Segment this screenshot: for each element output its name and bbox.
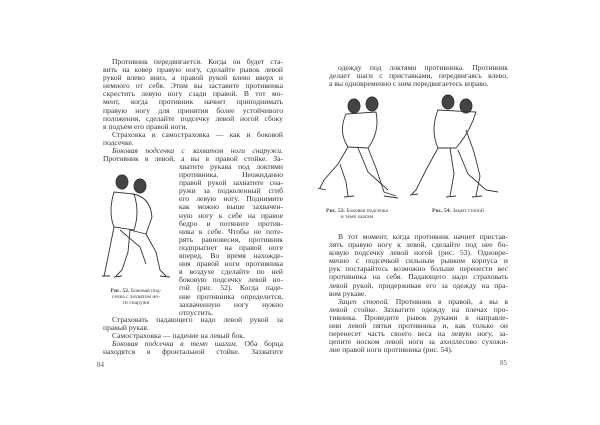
line-text: его левую ногу. Поднимите	[179, 195, 283, 204]
line-text: противника на себя. Падающего надо страховать	[329, 273, 508, 282]
line-text: левой стойке. Захватите одежду на плечах про-	[329, 305, 508, 314]
line-text: нии левой пятки противника и, как только он	[329, 322, 508, 331]
text-line	[103, 107, 283, 115]
text-line	[179, 220, 283, 228]
line-text: отпустить.	[179, 308, 214, 317]
line-text: вить на ковер правую ногу, сделайте рывок левой	[103, 66, 283, 75]
figure-52-label: Рис. 52.	[110, 288, 130, 294]
text-line	[329, 241, 508, 249]
text-line	[329, 338, 508, 346]
line-text: как можно выше захвачен-	[179, 203, 283, 212]
line-text: делает шаги с приставками, передвигаясь влево,	[329, 72, 508, 81]
line-text: Страховать падающего надо левой рукой за	[112, 316, 283, 324]
line-text: ние противника определится,	[179, 292, 283, 301]
line-text: противника. Неожиданно	[179, 171, 283, 180]
figure-53-caption-line: в темп шагам	[340, 214, 373, 221]
figure-52-caption-line: Боковая под-	[130, 288, 162, 294]
text-line	[103, 131, 283, 139]
text-line	[179, 195, 283, 203]
text-line	[103, 74, 283, 82]
line-text: лять правую ногу к левой, сделайте под нее бо-	[329, 241, 508, 250]
text-line	[179, 244, 283, 252]
left-top-text	[103, 58, 283, 163]
line-text: правой рукой захватите сна-	[179, 179, 283, 188]
text-line	[329, 298, 508, 306]
figure-53-illustration	[318, 92, 408, 204]
line-text: боковую подсечку левой но-	[179, 276, 283, 285]
line-text: левой рукой, придерживая его за одежду на пра-	[329, 281, 508, 290]
line-text: бедро и потяните против-	[179, 219, 283, 228]
line-text: в подъем его правой ноги.	[103, 122, 188, 131]
left-wrap-text	[179, 163, 283, 317]
figure-52-caption-line: сечка с захватом но-	[111, 294, 161, 301]
text-line	[179, 260, 283, 268]
text-line	[329, 265, 508, 273]
line-text: ника к себе. Чтобы не поте-	[179, 227, 283, 236]
text-line	[179, 179, 283, 187]
line-text: В тот момент, когда противник начнет пристав-	[338, 233, 508, 241]
figure-52-illustration	[100, 172, 172, 284]
line-text: менно с подсечкой сильным рывком корпуса и	[329, 257, 508, 266]
text-line	[179, 252, 283, 260]
figure-54-label: Рис. 54.	[432, 208, 451, 214]
line-text: вом рукаве.	[329, 289, 367, 298]
left-bottom-text	[103, 316, 283, 356]
italic-heading: Зацеп стопой.	[338, 297, 390, 306]
line-text: немного от себя. Этим вы заставите противника	[103, 82, 283, 91]
line-text: находятся в фронтальной стойке. Захватите	[103, 348, 283, 357]
text-line	[103, 123, 283, 131]
figure-53-caption	[312, 208, 402, 220]
text-line	[103, 316, 283, 324]
figure-53-label: Рис. 53.	[326, 208, 345, 214]
line-text: ную ногу к себе на правое	[179, 211, 283, 220]
line-text: Страховка и самостраховка — как и боковой	[112, 130, 283, 139]
text-line	[329, 306, 508, 314]
line-text: ния правой ноги противника	[179, 260, 283, 269]
text-line	[103, 66, 283, 74]
text-line	[329, 346, 508, 354]
line-text: правую ногу для принятия более устойчивого	[103, 106, 283, 115]
text-line	[103, 115, 283, 123]
line-text: ковую подсечку левой ногой (рис. 53). Одновре-	[329, 249, 508, 258]
text-line	[329, 290, 508, 298]
text-line	[179, 163, 283, 171]
text-line	[103, 58, 283, 66]
line-text: ружи за подколенный сгиб	[179, 187, 283, 196]
italic-heading: Боковая подсечка в темп шагам.	[112, 340, 238, 349]
line-text: хватите рукава под локтями	[179, 163, 283, 171]
line-text: скрестить левую ногу сзади правой. В тот мо-	[103, 90, 283, 99]
text-line	[103, 139, 283, 147]
text-line	[103, 348, 283, 356]
line-text: рукой влево вниз, а правой рукой влево вверх и	[103, 74, 283, 83]
text-line	[329, 233, 508, 241]
text-line	[179, 187, 283, 195]
line-text: рять равновесия, противник	[179, 235, 283, 244]
page-number-right: 85	[500, 359, 507, 367]
text-line	[179, 301, 283, 309]
figure-54-illustration	[410, 90, 502, 204]
text-line	[179, 228, 283, 236]
text-line	[179, 212, 283, 220]
text-line	[329, 282, 508, 290]
text-line	[329, 257, 508, 265]
text-line	[179, 171, 283, 179]
line-text: гой (рис. 52). Когда паде-	[179, 284, 283, 293]
right-top-text	[329, 64, 508, 88]
line-text: лие правой ноги противника (рис. 54).	[329, 346, 453, 355]
figure-52-caption	[100, 288, 172, 307]
page-number-left: 84	[97, 361, 104, 369]
figure-54-caption	[432, 208, 512, 214]
text-line	[179, 203, 283, 211]
text-line	[329, 314, 508, 322]
text-line	[103, 90, 283, 98]
line-text: цепите носком левой ноги за ахиллесово сухожи-	[329, 338, 508, 347]
text-line	[329, 64, 508, 72]
text-line	[329, 80, 508, 88]
figure-53-caption-line: Боковая подсечка	[346, 208, 388, 214]
figure-54-caption-line: Зацеп стопой	[452, 208, 484, 214]
text-line	[103, 98, 283, 106]
line-text: в воздухе сделайте по ней	[179, 268, 283, 277]
text-line	[329, 273, 508, 281]
right-bottom-text	[329, 233, 508, 354]
text-line	[103, 82, 283, 90]
line-text: перенесет часть своего веса на левую ногу, за-	[329, 330, 508, 339]
text-line	[103, 155, 283, 163]
line-text: Противник в левой, а вы в правой стойке. За-	[103, 155, 283, 164]
text-line	[179, 268, 283, 276]
text-line	[103, 147, 283, 155]
line-text: вперед. Во время нахожде-	[179, 252, 283, 261]
line-text: рук постарайтесь возможно больше перенести вес	[329, 265, 508, 274]
line-text: захваченную ногу нужно	[179, 300, 283, 309]
italic-heading: Боковая подсечка с захватом ноги снаружи.	[112, 147, 283, 156]
text-line	[179, 293, 283, 301]
text-line	[329, 330, 508, 338]
line-text: подпрыгнет на правой ноге	[179, 243, 283, 252]
text-line	[103, 340, 283, 348]
line-text: положения, сделайте подсечку левой ногой сбоку	[103, 114, 283, 123]
text-line	[179, 284, 283, 292]
line-text: Самостраховка — падение на левый бок.	[112, 332, 245, 341]
line-text: правый рукав.	[103, 324, 149, 333]
line-text: Оба борца	[237, 340, 283, 349]
line-text: одежду под локтями противника. Противник	[338, 64, 508, 72]
line-text: тивника. Проведите рывок руками в направле-	[329, 313, 508, 322]
line-text: Противник в правой, а вы в	[389, 297, 508, 306]
text-line	[329, 322, 508, 330]
line-text: подсечке.	[103, 138, 134, 147]
line-text: мент, когда противник начнет приподнимать	[103, 98, 283, 107]
text-line	[103, 324, 283, 332]
figure-52-caption-line: ги снаружи	[122, 300, 150, 307]
line-text: а вы одновременно с ним передвигаетесь вправо.	[329, 80, 489, 89]
text-line	[329, 72, 508, 80]
text-line	[179, 276, 283, 284]
text-line	[179, 236, 283, 244]
line-text: Противник передвигается. Когда он будет ста-	[112, 58, 283, 66]
text-line	[103, 332, 283, 340]
text-line	[329, 249, 508, 257]
